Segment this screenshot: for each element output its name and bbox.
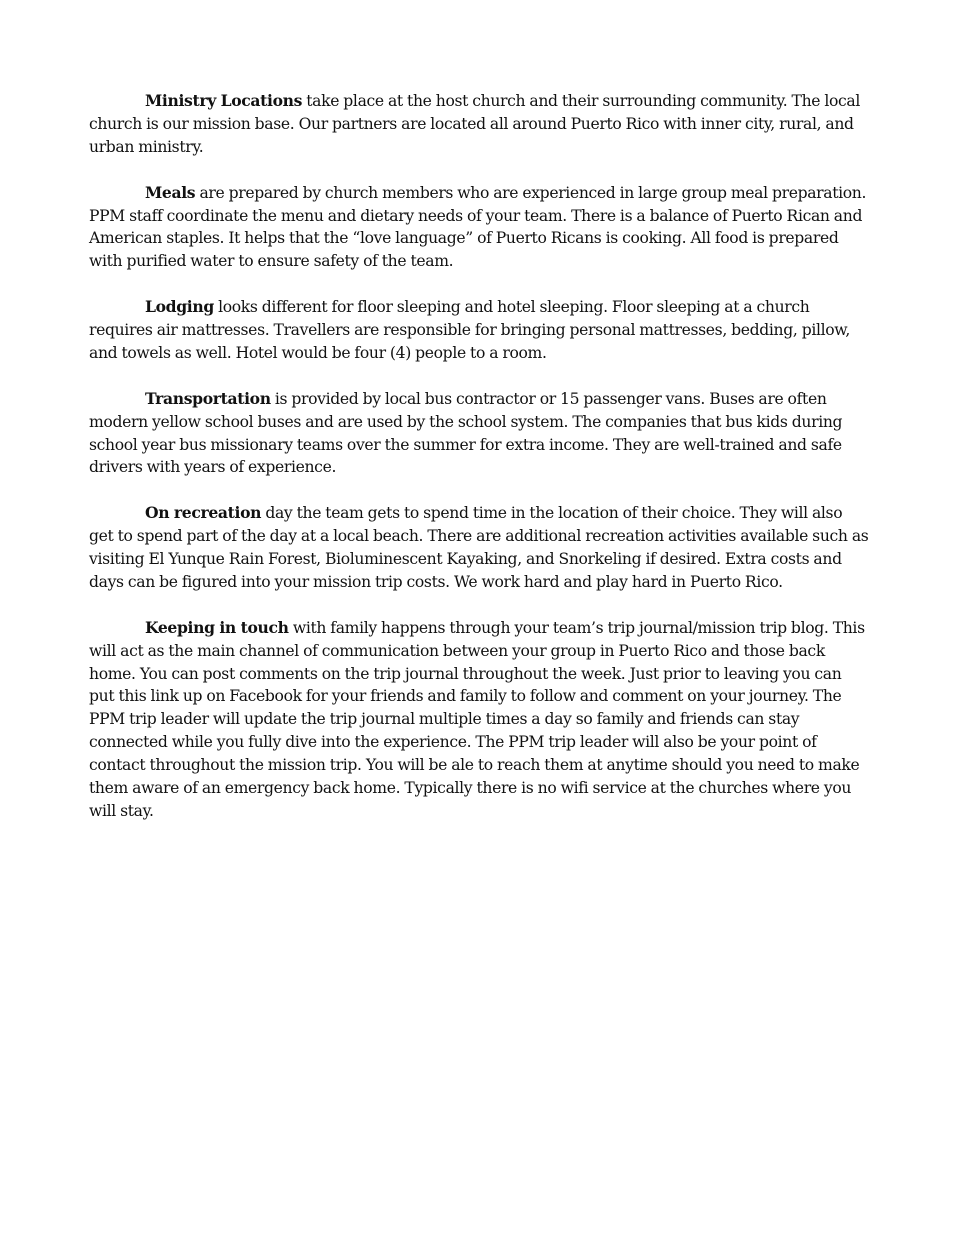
paragraph-lodging (89, 296, 870, 365)
paragraph-heading: Ministry Locations (145, 91, 303, 110)
paragraph-heading: Transportation (145, 388, 271, 408)
paragraph-keeping-in-touch (89, 617, 870, 823)
paragraph-meals (89, 182, 870, 274)
paragraph-transportation (89, 388, 870, 480)
paragraph-text: are prepared by church members who are experienced in large group meal preparation. PPM staff coordinate the menu and dietary needs of your team. There is a balance of Puerto Rican and American staples. It helps that the “love language” of Puerto Ricans is cooking. All food is prepared with purified water to ensure safety of the team. (89, 183, 867, 271)
paragraph-text: looks different for floor sleeping and hotel sleeping. Floor sleeping at a church requires air mattresses. Travellers are responsible for bringing personal mattresses, bedding, pillow, and towels as well. Hotel would be four (4) people to a room. (89, 298, 851, 362)
paragraph-heading: Lodging (145, 297, 214, 317)
paragraph-heading: Meals (145, 182, 196, 202)
paragraph-heading: On recreation (145, 503, 262, 523)
paragraph-ministry-locations (89, 90, 870, 159)
paragraph-heading: Keeping in touch (145, 617, 289, 637)
paragraph-text: with family happens through your team’s trip journal/mission trip blog. This will act as the main channel of communication between your group in Puerto Rico and those back home. You can post comments on the trip journal throughout the week. Just prior to leaving you can put this link up on Facebook for your friends and family to follow and comment on your journey. The PPM trip leader will update the trip journal multiple times a day so family and friends can stay connected while you fully dive into the experience. The PPM trip leader will also be your point of contact throughout the mission trip. You will be ale to reach them at anytime should you need to make them aware of an emergency back home. Typically there is no wifi service at the churches where you will stay. (89, 618, 865, 821)
document-body (89, 90, 870, 846)
paragraph-text: day the team gets to spend time in the location of their choice. They will also get to spend part of the day at a local beach. There are additional recreation activities available such as visiting El Yunque Rain Forest, Bioluminescent Kayaking, and Snorkeling if desired. Extra costs and days can be figured into your mission trip costs. We work hard and play hard in Puerto Rico. (89, 504, 869, 591)
paragraph-text: take place at the host church and their surrounding community. The local church is our mission base. Our partners are located all around Puerto Rico with inner city, rural, and urban ministry. (89, 92, 861, 156)
paragraph-text: is provided by local bus contractor or 15 passenger vans. Buses are often modern yellow school buses and are used by the school system. The companies that bus kids during school year bus missionary teams over the summer for extra income. They are well-trained and safe drivers with years of experience. (89, 389, 843, 477)
paragraph-recreation (89, 502, 870, 594)
